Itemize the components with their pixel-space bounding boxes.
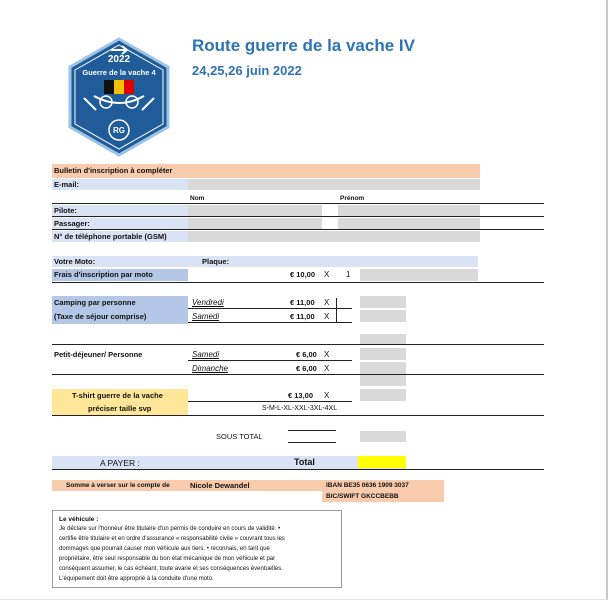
email-field[interactable] xyxy=(188,179,480,190)
petitdej-top-field xyxy=(360,334,406,344)
petitdej-sun-x: X xyxy=(324,364,330,373)
frais-total-field xyxy=(360,269,478,281)
rule xyxy=(288,430,336,431)
petitdej-samedi: Samedi xyxy=(192,350,220,359)
qty-box[interactable] xyxy=(336,298,352,322)
camping-label: Camping par personne xyxy=(54,298,136,307)
camping-sat-field xyxy=(360,310,406,322)
vehicle-note-line: conséquent assumer, le cas échéant, toute avarie et ses conséquences éventuelles. xyxy=(59,566,283,572)
petitdej-sat-x: X xyxy=(324,350,330,359)
total-field xyxy=(358,456,406,468)
petitdej-sun-price: € 6,00 xyxy=(296,364,317,373)
prenom-header: Prénom xyxy=(340,195,365,202)
rule xyxy=(188,360,352,361)
tshirt-total-field xyxy=(360,389,406,401)
pilote-label: Pilote: xyxy=(54,206,77,215)
vehicle-note-box xyxy=(52,510,342,588)
plaque-label: Plaque: xyxy=(202,257,230,266)
vehicle-note-line: L'équipement doit être approprié à la conduite d'une moto. xyxy=(59,576,214,582)
email-label: E-mail: xyxy=(54,180,80,189)
vehicle-note-line: certifie être titulaire et en ordre d'assurance « responsabilité civile » couvrant tous les xyxy=(59,536,285,542)
pilote-prenom-field[interactable] xyxy=(338,205,480,216)
camping-sat-price: € 11,00 xyxy=(290,312,315,321)
bic-value: BIC/SWIFT GKCCBEBB xyxy=(326,493,399,500)
rule xyxy=(188,401,352,402)
petitdej-sat-field xyxy=(360,348,406,360)
logo-emblem: RG xyxy=(113,126,125,135)
logo-year: 2022 xyxy=(107,54,131,65)
gsm-field[interactable] xyxy=(188,231,480,242)
camping-fri-field xyxy=(360,296,406,308)
page-title: Route guerre de la vache IV xyxy=(192,36,415,55)
tshirt-sizes: S-M-L-XL-XXL-3XL-4XL xyxy=(262,405,338,412)
passager-prenom-field[interactable] xyxy=(338,218,480,229)
logo-name: Guerre de la vache 4 xyxy=(82,68,156,77)
bulletin-label: Bulletin d'inscription à compléter xyxy=(54,166,173,175)
beneficiary-name: Nicole Dewandel xyxy=(190,481,250,490)
gsm-label: N° de téléphone portable (GSM) xyxy=(54,232,167,241)
camping-fri-price: € 11,00 xyxy=(290,298,315,307)
rule xyxy=(52,203,544,204)
camping-fri-x: X xyxy=(324,298,330,307)
vehicle-note-line: propriétaire, être seul responsable du bon état mécanique de mon véhicule et par xyxy=(59,556,276,562)
tshirt-x: X xyxy=(324,391,330,400)
vehicle-note-title: Le véhicule : xyxy=(59,516,99,523)
frais-price: € 10,00 xyxy=(290,270,316,279)
tshirt-price: € 13,00 xyxy=(288,391,314,400)
rule xyxy=(52,469,544,470)
event-logo xyxy=(64,36,174,160)
rule xyxy=(52,282,544,283)
moto-label: Votre Moto: xyxy=(54,257,96,266)
petitdej-sat-price: € 6,00 xyxy=(296,350,317,359)
camping-vendredi: Vendredi xyxy=(192,298,224,307)
frais-x: X xyxy=(324,270,330,279)
total-label: Total xyxy=(294,457,315,467)
passager-label: Passager: xyxy=(54,219,90,228)
petitdej-dimanche: Dimanche xyxy=(192,364,229,373)
compte-label: Somme à verser sur le compte de xyxy=(66,482,170,489)
pilote-nom-field[interactable] xyxy=(188,205,322,216)
rule xyxy=(52,415,544,416)
rule xyxy=(52,344,544,345)
taxe-label: (Taxe de séjour comprise) xyxy=(54,312,147,321)
rule xyxy=(188,308,352,309)
sous-total-label: SOUS TOTAL xyxy=(216,432,263,441)
vehicle-note-line: Je déclare sur l'honneur être titulaire d'un permis de conduire en cours de validité. • xyxy=(59,526,281,532)
petitdej-label: Petit-déjeuner/ Personne xyxy=(54,350,143,359)
passager-nom-field[interactable] xyxy=(188,218,322,229)
event-dates: 24,25,26 juin 2022 xyxy=(192,63,302,78)
rule xyxy=(188,322,352,323)
a-payer-label: A PAYER : xyxy=(100,458,140,468)
iban-value: IBAN BE35 0636 1909 3037 xyxy=(326,482,409,489)
camping-sat-x: X xyxy=(324,312,330,321)
nom-header: Nom xyxy=(190,195,205,202)
motorcycle-badge-icon xyxy=(64,36,174,160)
rule xyxy=(52,229,544,230)
frais-qty[interactable]: 1 xyxy=(346,270,351,279)
tshirt-label: T-shirt guerre de la vache xyxy=(72,391,163,400)
frais-label: Frais d'inscription par moto xyxy=(54,270,153,279)
rule xyxy=(52,374,544,375)
rule xyxy=(288,442,336,443)
taille-label: préciser taille svp xyxy=(88,404,152,413)
camping-samedi: Samedi xyxy=(192,312,220,321)
rule xyxy=(52,216,544,217)
moto-row xyxy=(52,256,478,267)
sous-total-field xyxy=(360,431,406,442)
vehicle-note-line: dommages que pourrait causer mon véhicule aux tiers. • reconnais, en tant que xyxy=(59,546,270,552)
